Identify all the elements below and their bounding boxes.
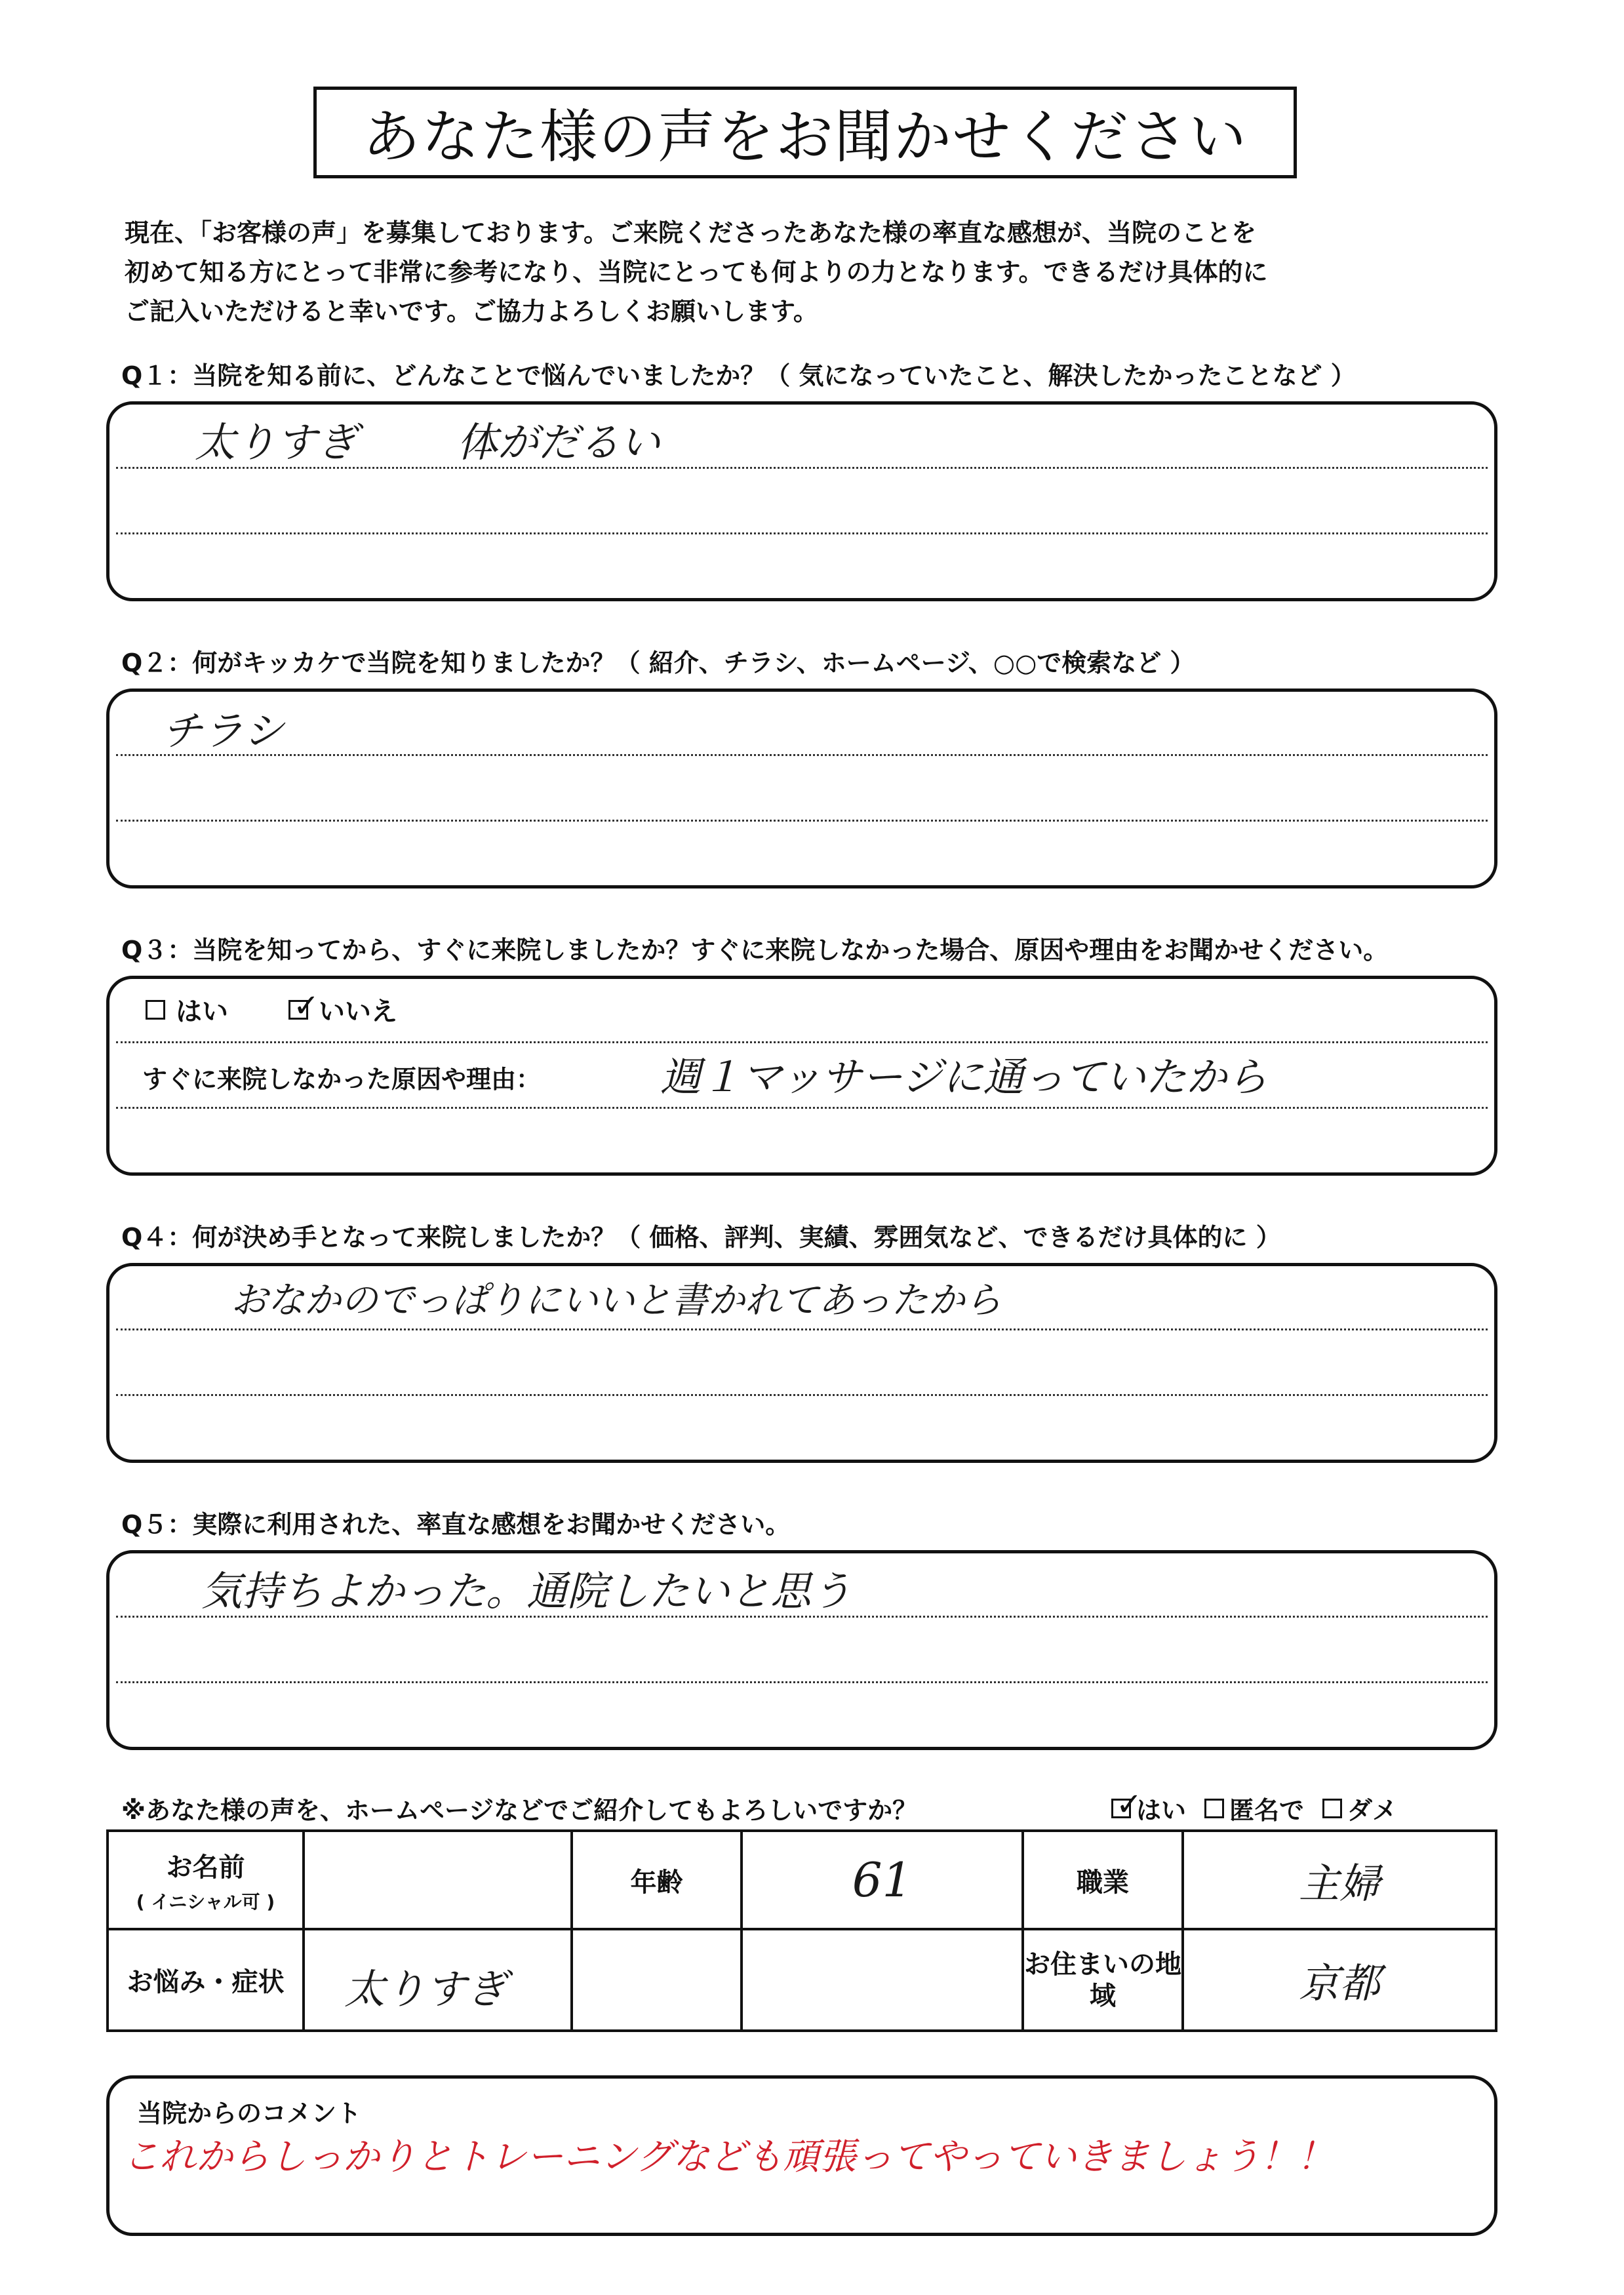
intro-line: 現在、「お客様の声」を募集しております。ご来院くださったあなた様の率直な感想が、当院のことを (125, 218, 1256, 247)
q2-answer: チラシ (162, 707, 285, 755)
empty-cell (572, 1929, 742, 2031)
consent-yes-checkbox[interactable] (1111, 1786, 1143, 1823)
q3-reason: 週１マッサージに通っていたから (660, 1053, 1268, 1101)
q3-reason-label: すぐに来院しなかった原因や理由： (142, 1065, 542, 1094)
q3-no-label: いいえ (319, 997, 397, 1027)
age-value: 61 (852, 1852, 913, 1907)
consent-question: ※あなた様の声を、ホームページなどでご紹介してもよろしいですか？ (121, 1796, 918, 1825)
area-value-cell[interactable] (1183, 1929, 1496, 2031)
q1-answer-a: 太りすぎ (195, 418, 358, 466)
q2-answer-box[interactable] (106, 688, 1497, 888)
q5-question: Q５：実際に利用された、率直な感想をお聞かせください。 (121, 1510, 791, 1539)
comment-box (106, 2075, 1497, 2236)
page-title: あなた様の声をお聞かせください (313, 87, 1297, 178)
q3-no-checkbox[interactable] (288, 987, 320, 1024)
intro-line: 初めて知る方にとって非常に参考になり、当院にとっても何よりの力となります。できるだけ具体的に (125, 258, 1268, 287)
symptom-value-cell[interactable] (304, 1929, 572, 2031)
job-value-cell[interactable] (1183, 1831, 1496, 1929)
q3-answer-box[interactable] (106, 976, 1497, 1176)
q4-answer: おなかのでっぱりにいいと書かれてあったから (231, 1279, 1002, 1322)
q1-answer-box[interactable] (106, 401, 1497, 601)
q1-question: Q１：当院を知る前に、どんなことで悩んでいましたか？（ 気になっていたこと、解決したかったことなど ） (121, 361, 1356, 390)
q3-yes-checkbox[interactable] (146, 1000, 165, 1020)
area-label: お住まいの地域 (1023, 1929, 1183, 2031)
name-label-cell (108, 1831, 304, 1929)
symptom-label: お悩み・症状 (108, 1929, 304, 2031)
consent-no-checkbox[interactable] (1322, 1799, 1342, 1818)
q2-question: Q２：何がキッカケで当院を知りましたか？（ 紹介、チラシ、ホームページ、○○で検索など ） (121, 649, 1195, 677)
q4-question: Q４：何が決め手となって来院しましたか？（ 価格、評判、実績、雰囲気など、できるだけ具体的に ） (121, 1223, 1281, 1252)
comment-text: これからしっかりとトレーニングなども頑張ってやっていきましょう！！ (123, 2136, 1334, 2178)
job-value: 主婦 (1298, 1859, 1380, 1907)
symptom-value: 太りすぎ (344, 1965, 507, 2013)
age-label: 年齢 (572, 1831, 742, 1929)
q5-answer: 気持ちよかった。通院したいと思う (201, 1567, 852, 1615)
name-sublabel: ( イニシャル可 ) (136, 1890, 275, 1913)
check-mark-icon: ✓ (293, 987, 320, 1024)
comment-title: 当院からのコメント (137, 2099, 362, 2128)
consent-no-label: ダメ (1347, 1796, 1398, 1825)
info-table (106, 1829, 1497, 2032)
consent-anonymous-label: 匿名で (1229, 1796, 1305, 1825)
q3-options (146, 987, 397, 1028)
name-value-cell[interactable] (304, 1831, 572, 1929)
q4-answer-box[interactable] (106, 1263, 1497, 1463)
empty-cell (742, 1929, 1023, 2031)
intro-line: ご記入いただけると幸いです。ご協力よろしくお願いします。 (125, 297, 818, 326)
job-label: 職業 (1023, 1831, 1183, 1929)
q1-answer-b: 体がだるい (457, 418, 661, 466)
q3-question: Q３：当院を知ってから、すぐに来院しましたか？すぐに来院しなかった場合、原因や理由をお聞かせください。 (121, 936, 1389, 965)
area-value: 京都 (1298, 1959, 1380, 2007)
q3-yes-label: はい (176, 997, 228, 1027)
age-value-cell[interactable] (742, 1831, 1023, 1929)
consent-anonymous-checkbox[interactable] (1204, 1799, 1224, 1818)
consent-yes-label: はい (1136, 1796, 1187, 1825)
name-label: お名前 (166, 1852, 245, 1883)
check-mark-icon: ✓ (1116, 1786, 1143, 1823)
consent-options (1111, 1786, 1398, 1826)
q5-answer-box[interactable] (106, 1550, 1497, 1750)
intro-text (125, 213, 1436, 331)
